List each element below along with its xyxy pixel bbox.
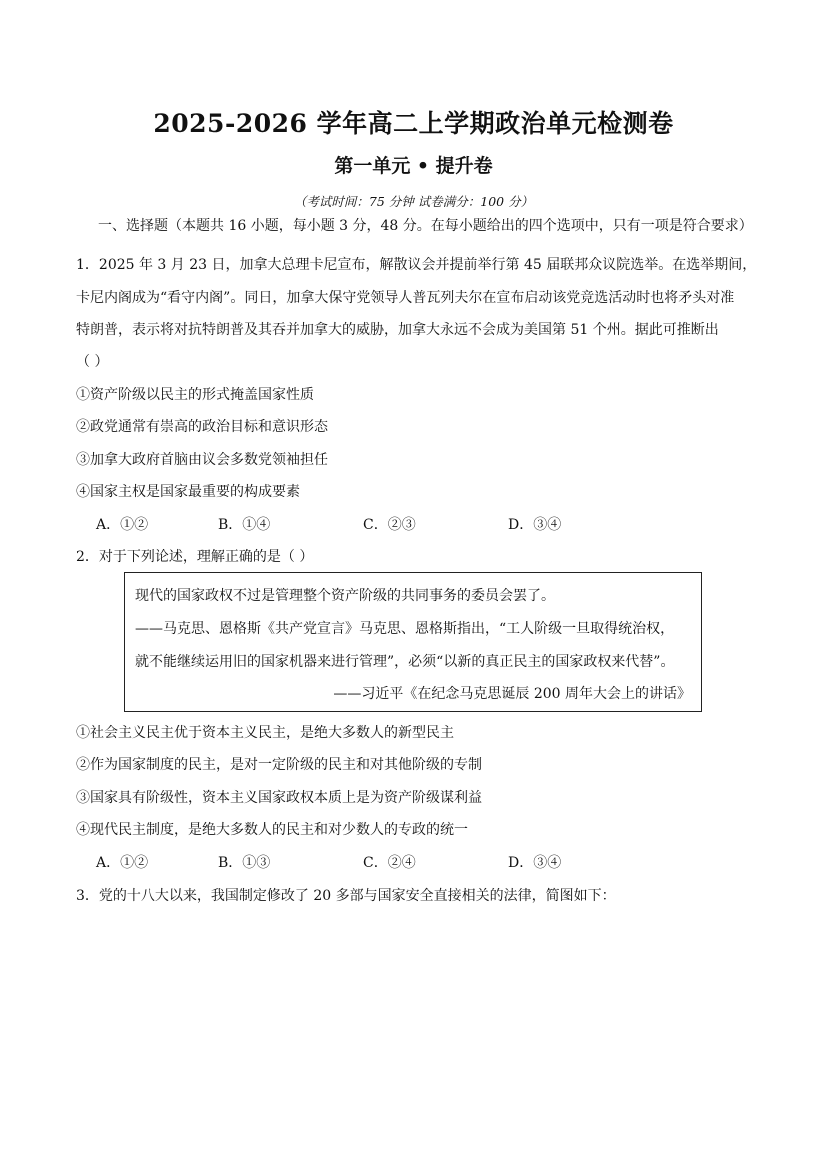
- q1-stem-line: 1．2025 年 3 月 23 日，加拿大总理卡尼宣布，解散议会并提前举行第 45 届联邦众议院选举。在选举期间，: [76, 257, 757, 273]
- q2-option-a[interactable]: A．①②: [96, 855, 149, 871]
- q2-stem: 2．对于下列论述，理解正确的是（ ）: [76, 549, 314, 565]
- section-heading: 一、选择题（本题共 16 小题，每小题 3 分，48 分。在每小题给出的四个选项中，只有一项是符合要求）: [98, 218, 753, 234]
- q2-statement: ①社会主义民主优于资本主义民主，是绝大多数人的新型民主: [76, 725, 454, 741]
- q2-option-b[interactable]: B．①③: [218, 855, 271, 871]
- q1-statement: ①资产阶级以民主的形式掩盖国家性质: [76, 387, 314, 403]
- q2-option-c[interactable]: C．②④: [363, 855, 416, 871]
- q2-statement: ④现代民主制度，是绝大多数人的民主和对少数人的专政的统一: [76, 822, 468, 838]
- page-title: 2025-2026 学年高二上学期政治单元检测卷: [153, 109, 674, 138]
- q1-option-d[interactable]: D．③④: [508, 517, 562, 533]
- q1-stem-line: 特朗普，表示将对抗特朗普及其吞并加拿大的威胁，加拿大永远不会成为美国第 51 个州。据此可推断出: [76, 322, 719, 338]
- q1-option-c[interactable]: C．②③: [363, 517, 416, 533]
- quote-line: ——马克思、恩格斯《共产党宣言》马克思、恩格斯指出，“工人阶级一旦取得统治权，: [135, 621, 675, 637]
- q2-option-d[interactable]: D．③④: [508, 855, 562, 871]
- quote-line: 就不能继续运用旧的国家机器来进行管理”，必须“以新的真正民主的国家政权来代替”。: [135, 654, 675, 670]
- q3-stem: 3．党的十八大以来，我国制定修改了 20 多部与国家安全直接相关的法律，简图如下：: [76, 888, 616, 904]
- page-subtitle: 第一单元 • 提升卷: [334, 155, 493, 177]
- q1-statement: ②政党通常有崇高的政治目标和意识形态: [76, 419, 328, 435]
- q1-stem-line: 卡尼内阁成为“看守内阁”。同日，加拿大保守党领导人普瓦列夫尔在宣布启动该党竞选活动时也将矛头对准: [76, 290, 735, 306]
- q1-stem-line: （ ）: [76, 354, 109, 370]
- quote-line: 现代的国家政权不过是管理整个资产阶级的共同事务的委员会罢了。: [135, 588, 555, 604]
- q1-option-b[interactable]: B．①④: [218, 517, 271, 533]
- q2-quote-box: [124, 572, 702, 712]
- exam-info: （考试时间：75 分钟 试卷满分：100 分）: [293, 194, 534, 209]
- q1-statement: ③加拿大政府首脑由议会多数党领袖担任: [76, 452, 328, 468]
- q2-statement: ③国家具有阶级性，资本主义国家政权本质上是为资产阶级谋利益: [76, 790, 482, 806]
- q1-option-a[interactable]: A．①②: [96, 517, 149, 533]
- quote-attribution: ——习近平《在纪念马克思诞辰 200 周年大会上的讲话》: [333, 686, 691, 702]
- q2-statement: ②作为国家制度的民主，是对一定阶级的民主和对其他阶级的专制: [76, 757, 482, 773]
- q1-statement: ④国家主权是国家最重要的构成要素: [76, 484, 300, 500]
